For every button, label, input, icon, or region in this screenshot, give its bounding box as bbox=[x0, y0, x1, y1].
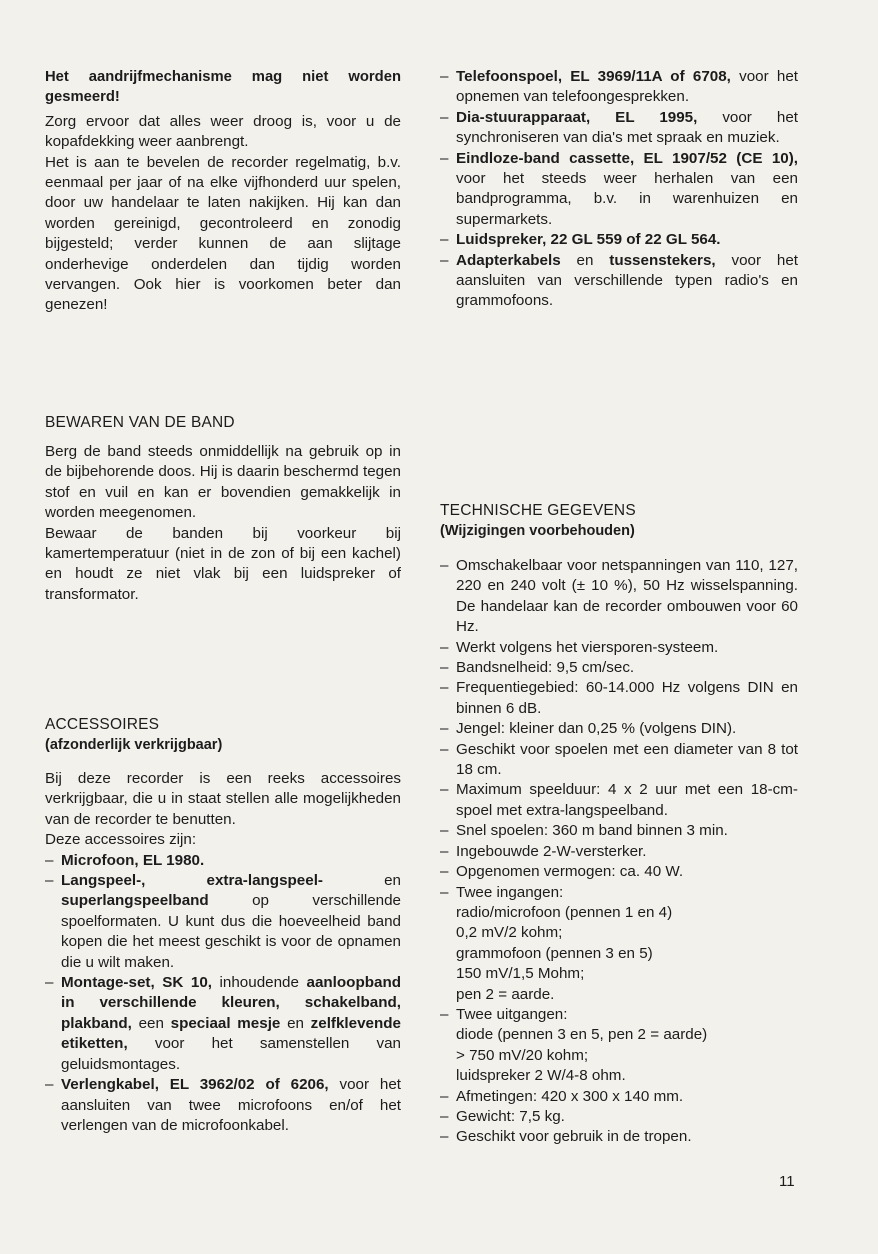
list-item: – Omschakelbaar voor netspanningen van 110, 127, 220 en 240 volt (± 10 %), 50 Hz wisselspanning. De handelaar kan de recorder ombouwen voor 60 Hz. bbox=[440, 556, 798, 638]
list-item bbox=[440, 108, 798, 149]
item-name: Montage-set, SK 10, bbox=[61, 974, 212, 992]
item-name: Telefoonspoel, EL 3969/11A of 6708, bbox=[456, 68, 731, 85]
specs-heading: TECHNISCHE GEGEVENS bbox=[440, 502, 636, 519]
storage-section bbox=[45, 413, 401, 605]
item-name: aanloopband in verschillende kleuren, schakelband, plakband, bbox=[61, 974, 401, 1032]
inputs-label: Twee ingangen: bbox=[456, 883, 564, 901]
item-text: en bbox=[322, 872, 401, 890]
item-text: en bbox=[560, 251, 610, 269]
inputs-line: grammofoon (pennen 3 en 5) bbox=[456, 944, 653, 962]
item-name: zelfklevende etiketten, bbox=[61, 1014, 401, 1053]
list-item bbox=[45, 1075, 401, 1136]
list-item bbox=[440, 1005, 798, 1087]
item-text: op verschillende spoelformaten. U kunt dus die hoeveelheid band kopen die het meest geschikt is voor de opnamen die u wilt maken. bbox=[61, 892, 401, 971]
inputs-line: 150 mV/1,5 Mohm; bbox=[456, 965, 585, 983]
item-text: voor het aansluiten van twee microfoons en/of het verlengen van de microfoonkabel. bbox=[61, 1076, 401, 1134]
accessories-intro: Bij deze recorder is een reeks accessoires verkrijgbaar, die u in staat stellen alle mogelijkheden van de recorder te benutten. bbox=[45, 770, 401, 828]
item-name: Microfoon, EL 1980. bbox=[61, 851, 205, 869]
outputs-line: luidspreker 2 W/4-8 ohm. bbox=[456, 1067, 626, 1085]
list-item: – Opgenomen vermogen: ca. 40 W. bbox=[440, 862, 798, 882]
accessories-intro-2: Deze accessoires zijn: bbox=[45, 831, 197, 849]
inputs-line: pen 2 = aarde. bbox=[456, 985, 555, 1003]
item-name: tussenstekers, bbox=[609, 251, 716, 269]
specs-list bbox=[440, 556, 798, 1148]
list-item: – Geschikt voor gebruik in de tropen. bbox=[440, 1127, 798, 1147]
list-item: – Ingebouwde 2-W-versterker. bbox=[440, 842, 798, 862]
item-text: voor het steeds weer herhalen van een bandprogramma, b.v. in warenhuizen en supermarkets. bbox=[456, 170, 798, 228]
item-name: superlangspeelband bbox=[61, 892, 209, 910]
list-item: – Afmetingen: 420 x 300 x 140 mm. bbox=[440, 1087, 798, 1107]
accessories-section bbox=[45, 715, 401, 1136]
list-item: – Jengel: kleiner dan 0,25 % (volgens DIN). bbox=[440, 719, 798, 739]
item-name: Langspeel-, extra-langspeel- bbox=[61, 872, 323, 890]
inputs-line: radio/microfoon (pennen 1 en 4) bbox=[456, 903, 673, 921]
item-text: inhoudende bbox=[211, 974, 307, 992]
accessories-subheading: (afzonderlijk verkrijgbaar) bbox=[45, 737, 223, 753]
item-name: speciaal mesje bbox=[170, 1014, 281, 1032]
list-item bbox=[440, 251, 798, 312]
storage-heading: BEWAREN VAN DE BAND bbox=[45, 414, 235, 431]
list-item: – Snel spoelen: 360 m band binnen 3 min. bbox=[440, 821, 798, 841]
list-item: – Bandsnelheid: 9,5 cm/sec. bbox=[440, 658, 798, 678]
item-name: Adapterkabels bbox=[456, 251, 561, 269]
item-name: Luidspreker, 22 GL 559 of 22 GL 564. bbox=[456, 231, 721, 249]
list-item bbox=[45, 871, 401, 973]
list-item bbox=[440, 230, 798, 250]
storage-paragraph-1: Berg de band steeds onmiddellijk na gebruik op in de bijbehorende doos. Hij is daarin beschermd tegen stof en vuil en kan er bovendien gemakkelijk in worden meegenomen. bbox=[45, 443, 401, 522]
list-item: – Gewicht: 7,5 kg. bbox=[440, 1107, 798, 1127]
item-name: Eindloze-band cassette, EL 1907/52 (CE 10), bbox=[456, 149, 798, 167]
item-name: Dia-stuurapparaat, EL 1995, bbox=[456, 108, 698, 126]
outputs-label: Twee uitgangen: bbox=[456, 1005, 568, 1023]
list-item bbox=[45, 851, 401, 871]
item-name: Verlengkabel, EL 3962/02 of 6206, bbox=[61, 1076, 329, 1094]
specs-section bbox=[440, 501, 798, 1148]
page-number: 11 bbox=[779, 1173, 795, 1190]
list-item bbox=[440, 883, 798, 1005]
list-item: – Werkt volgens het viersporen-systeem. bbox=[440, 638, 798, 658]
item-text: voor het synchroniseren van dia's met spraak en muziek. bbox=[456, 108, 798, 147]
item-text: voor het samenstellen van geluidsmontages. bbox=[61, 1035, 401, 1073]
accessories-list-continued bbox=[440, 67, 798, 312]
item-text: en bbox=[280, 1014, 311, 1032]
accessories-continued bbox=[440, 67, 798, 312]
list-item: – Frequentiegebied: 60-14.000 Hz volgens DIN en binnen 6 dB. bbox=[440, 678, 798, 719]
accessories-heading: ACCESSOIRES bbox=[45, 716, 160, 733]
item-text: voor het opnemen van telefoongesprekken. bbox=[456, 68, 798, 106]
item-text: voor het aansluiten van verschillende typen radio's en grammofoons. bbox=[456, 251, 798, 310]
maintenance-paragraph-1: Zorg ervoor dat alles weer droog is, voor u de kopafdekking weer aanbrengt. bbox=[45, 112, 401, 151]
outputs-line: diode (pennen 3 en 5, pen 2 = aarde) bbox=[456, 1026, 708, 1044]
list-item bbox=[440, 149, 798, 231]
list-item: – Geschikt voor spoelen met een diameter van 8 tot 18 cm. bbox=[440, 740, 798, 781]
storage-paragraph-2: Bewaar de banden bij voorkeur bij kamertemperatuur (niet in de zon of bij een kachel) en houdt ze niet vlak bij een luidspreker of transformator. bbox=[45, 524, 401, 603]
lubrication-warning: Het aandrijfmechanisme mag niet worden gesmeerd! bbox=[45, 69, 401, 106]
list-item bbox=[45, 973, 401, 1075]
inputs-line: 0,2 mV/2 kohm; bbox=[456, 924, 563, 942]
specs-subheading: (Wijzigingen voorbehouden) bbox=[440, 523, 635, 539]
maintenance-paragraph-2: Het is aan te bevelen de recorder regelmatig, b.v. eenmaal per jaar of na elke vijfhonderd uur spelen, door uw handelaar te laten nakijken. Hij kan dan worden gereinigd, gecontroleerd en zonodig bijgesteld; verder kunnen de aan slijtage onderhevige onderdelen dan tijdig worden vervangen. Ook hier is voorkomen beter dan genezen! bbox=[45, 153, 401, 314]
list-item: – Maximum speelduur: 4 x 2 uur met een 18-cm-spoel met extra-langspeelband. bbox=[440, 780, 798, 821]
list-item bbox=[440, 67, 798, 108]
item-text: een bbox=[131, 1014, 171, 1032]
outputs-line: > 750 mV/20 kohm; bbox=[456, 1046, 589, 1064]
maintenance-section bbox=[45, 67, 401, 316]
accessories-list bbox=[45, 851, 401, 1137]
